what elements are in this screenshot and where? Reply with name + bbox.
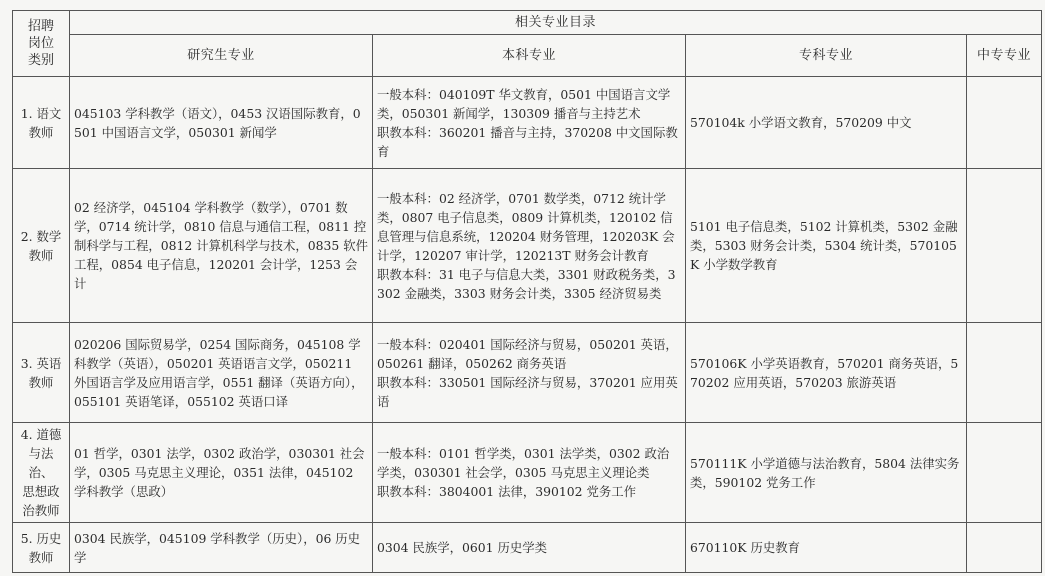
secondary-cell bbox=[967, 169, 1042, 323]
header-related-majors: 相关专业目录 bbox=[70, 11, 1042, 35]
junior-college-cell: 570111K 小学道德与法治教育，5804 法律实务类，590102 党务工作 bbox=[686, 423, 967, 523]
table-row bbox=[13, 523, 1042, 573]
junior-college-cell: 570106K 小学英语教育，570201 商务英语，570202 应用英语，570203 旅游英语 bbox=[686, 323, 967, 423]
header-graduate: 研究生专业 bbox=[70, 35, 373, 77]
position-cell: 5. 历史 教师 bbox=[13, 523, 70, 573]
table-row bbox=[13, 169, 1042, 323]
graduate-cell: 020206 国际贸易学，0254 国际商务，045108 学科教学（英语），050201 英语语言文学，050211 外国语言学及应用语言学，0551 翻译（英语方向），055101 英语笔译，055102 英语口译 bbox=[70, 323, 373, 423]
junior-college-cell: 570104k 小学语文教育，570209 中文 bbox=[686, 77, 967, 169]
table-row bbox=[13, 423, 1042, 523]
major-catalog-table bbox=[12, 10, 1042, 573]
graduate-cell: 045103 学科教学（语文），0453 汉语国际教育，0501 中国语言文学，050301 新闻学 bbox=[70, 77, 373, 169]
junior-college-cell: 5101 电子信息类，5102 计算机类，5302 金融类，5303 财务会计类，5304 统计类，570105K 小学数学教育 bbox=[686, 169, 967, 323]
graduate-cell: 0304 民族学，045109 学科教学（历史），06 历史学 bbox=[70, 523, 373, 573]
undergraduate-cell: 一般本科：0101 哲学类，0301 法学类，0302 政治学类，030301 社会学，0305 马克思主义理论类 职教本科：3804001 法律，390102 党务工作 bbox=[373, 423, 686, 523]
secondary-cell bbox=[967, 77, 1042, 169]
position-cell: 1. 语文 教师 bbox=[13, 77, 70, 169]
secondary-cell bbox=[967, 323, 1042, 423]
undergraduate-cell: 一般本科：040109T 华文教育，0501 中国语言文学类，050301 新闻学，130309 播音与主持艺术 职教本科：360201 播音与主持，370208 中文国际教育 bbox=[373, 77, 686, 169]
junior-college-cell: 670110K 历史教育 bbox=[686, 523, 967, 573]
position-cell: 4. 道德 与法治、 思想政 治教师 bbox=[13, 423, 70, 523]
table-row bbox=[13, 77, 1042, 169]
position-cell: 3. 英语 教师 bbox=[13, 323, 70, 423]
graduate-cell: 01 哲学，0301 法学，0302 政治学，030301 社会学，0305 马克思主义理论，0351 法律，045102 学科教学（思政） bbox=[70, 423, 373, 523]
header-position-category: 招聘 岗位 类别 bbox=[13, 11, 70, 77]
secondary-cell bbox=[967, 523, 1042, 573]
header-junior-college: 专科专业 bbox=[686, 35, 967, 77]
position-cell: 2. 数学 教师 bbox=[13, 169, 70, 323]
secondary-cell bbox=[967, 423, 1042, 523]
table-row bbox=[13, 323, 1042, 423]
undergraduate-cell: 0304 民族学，0601 历史学类 bbox=[373, 523, 686, 573]
graduate-cell: 02 经济学，045104 学科教学（数学），0701 数学，0714 统计学，0810 信息与通信工程，0811 控制科学与工程，0812 计算机科学与技术，0835 软件工程，0854 电子信息，120201 会计学，1253 会计 bbox=[70, 169, 373, 323]
header-secondary: 中专专业 bbox=[967, 35, 1042, 77]
undergraduate-cell: 一般本科：020401 国际经济与贸易，050201 英语，050261 翻译，050262 商务英语 职教本科：330501 国际经济与贸易，370201 应用英语 bbox=[373, 323, 686, 423]
header-undergraduate: 本科专业 bbox=[373, 35, 686, 77]
undergraduate-cell: 一般本科：02 经济学，0701 数学类，0712 统计学类，0807 电子信息类，0809 计算机类，120102 信息管理与信息系统，120204 财务管理，120203K 会计学，120207 审计学，120213T 财务会计教育 职教本科：31 电子与信息大类，3301 财政税务类，3302 金融类，3303 财务会计类，3305 经济贸易类 bbox=[373, 169, 686, 323]
